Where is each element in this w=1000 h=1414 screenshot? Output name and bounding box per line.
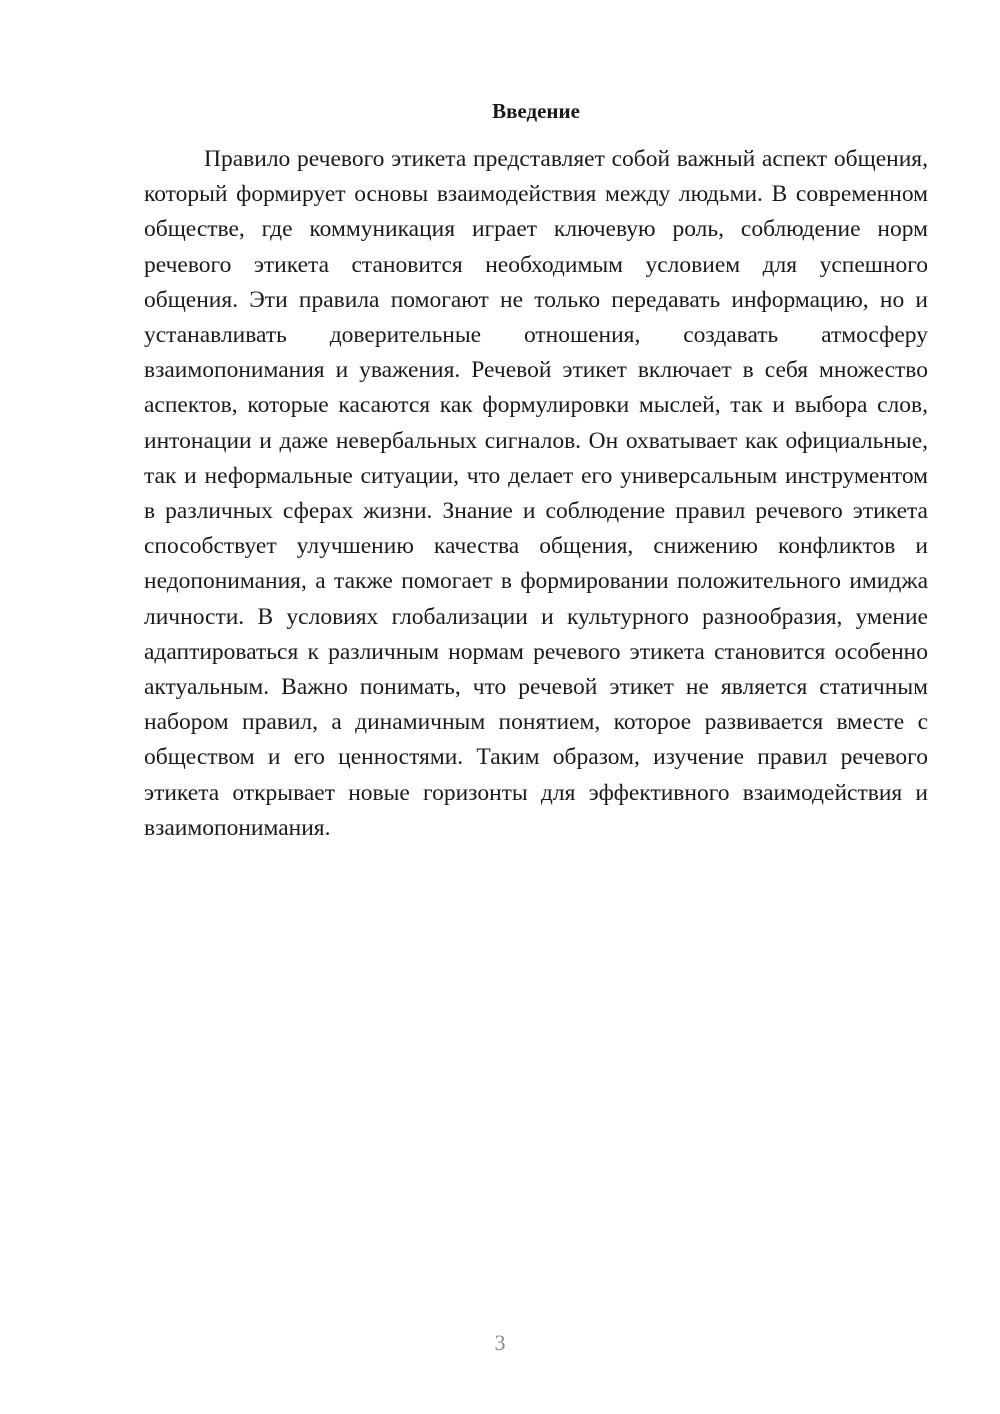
page-number: 3 bbox=[494, 1330, 506, 1355]
body-paragraph: Правило речевого этикета представляет собой важный аспект общения, который формирует основы взаимодействия между людьми. В современном обществе, где коммуникация играет ключевую роль, соблюдение норм речевого этикета становится необходимым условием для успешного общения. Эти правила помогают не только передавать информацию, но и устанавливать доверительные отношения, создавать атмосферу взаимопонимания и уважения. Речевой этикет включает в себя множество аспектов, которые касаются как формулировки мыслей, так и выбора слов, интонации и даже невербальных сигналов. Он охватывает как официальные, так и неформальные ситуации, что делает его универсальным инструментом в различных сферах жизни. Знание и соблюдение правил речевого этикета способствует улучшению качества общения, снижению конфликтов и недопонимания, а также помогает в формировании положительного имиджа личности. В условиях глобализации и культурного разнообразия, умение адаптироваться к различным нормам речевого этикета становится особенно актуальным. Важно понимать, что речевой этикет не является статичным набором правил, а динамичным понятием, которое развивается вместе с обществом и его ценностями. Таким образом, изучение правил речевого этикета открывает новые горизонты для эффективного взаимодействия и взаимопонимания. bbox=[144, 146, 928, 841]
section-heading: Введение bbox=[492, 99, 580, 123]
